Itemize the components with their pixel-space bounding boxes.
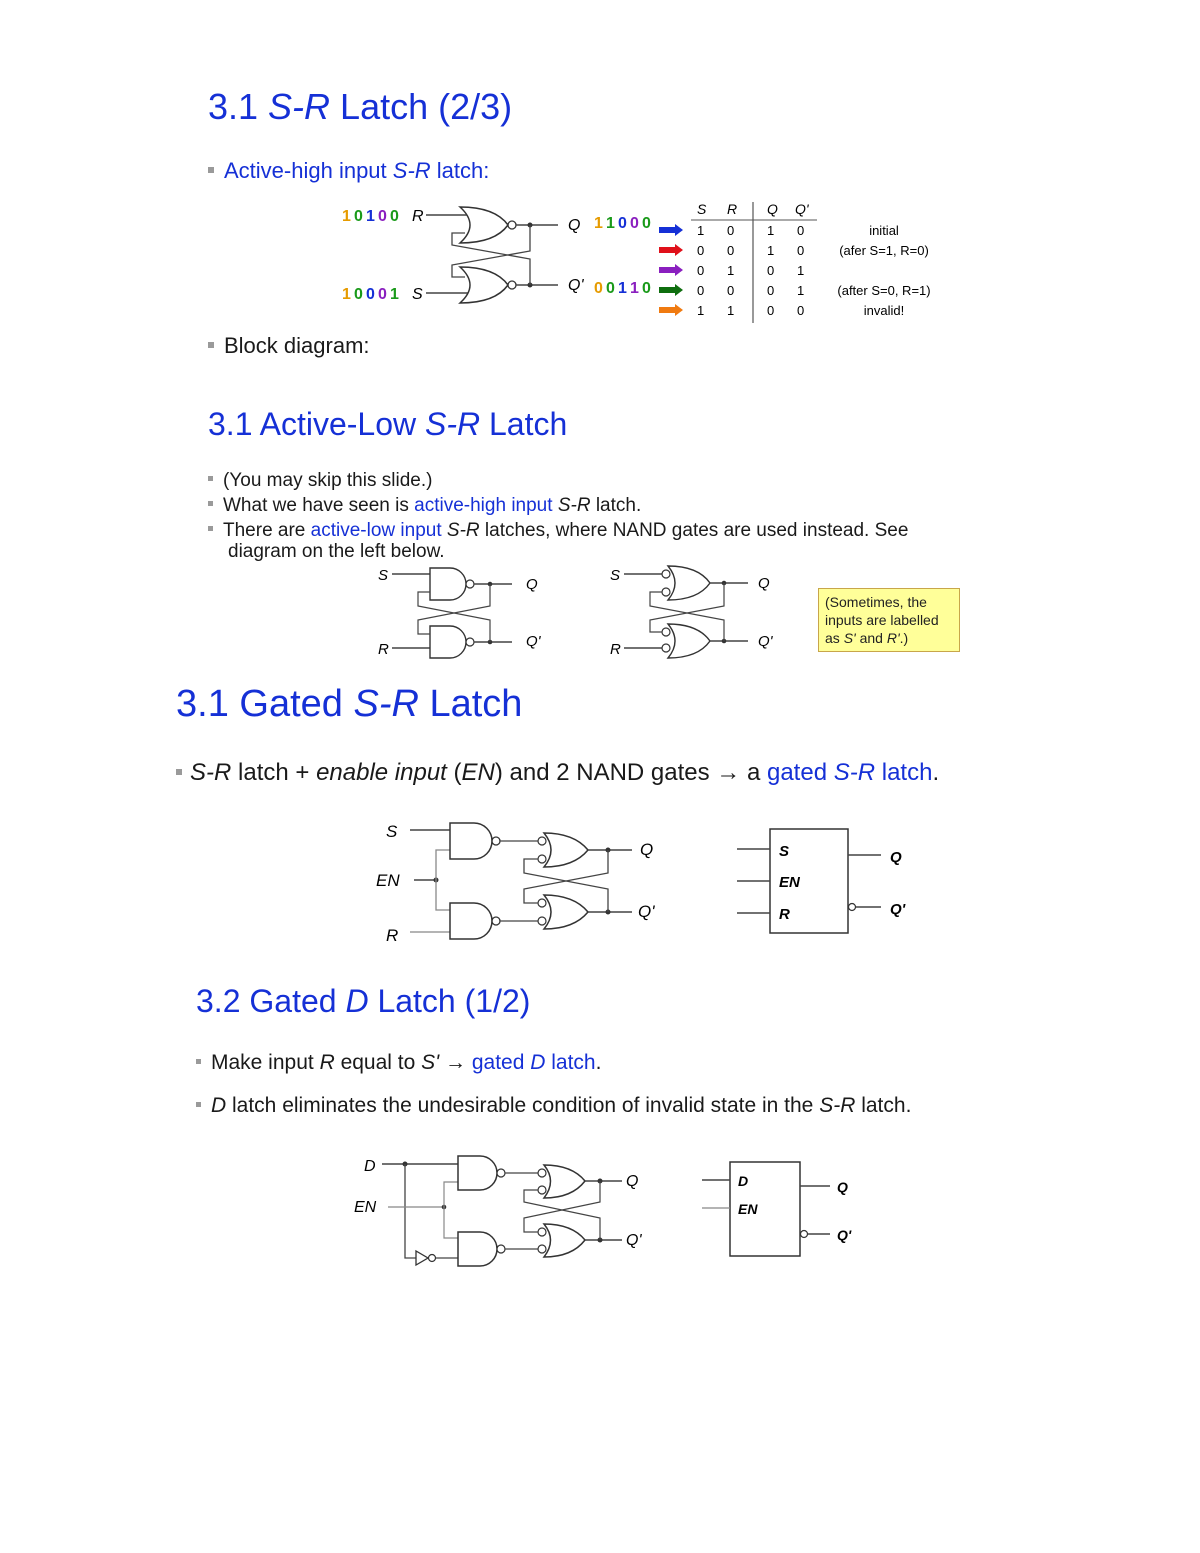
inverter-bubble [662,644,670,652]
inverter-bubble [492,917,500,925]
header-s: S [697,201,707,217]
inverter-bubble [538,1169,546,1177]
label-q-prime: Q' [626,1232,642,1249]
label-s: S [610,567,621,584]
nand-gate-r [450,903,492,939]
bullet-square-icon [208,342,214,348]
slide2-title [208,406,567,443]
bullet-square-icon [208,526,213,531]
note-line: (Sometimes, the [825,594,927,610]
table-cell-qp: 0 [797,223,805,238]
text: latch eliminates the undesirable condition of invalid state in the [226,1094,820,1117]
text: . [932,759,940,786]
bullet-square-icon [208,476,213,481]
wire [405,1164,416,1258]
header-r: R [727,201,738,217]
pin-q: Q [890,849,902,866]
bit: 1 [606,215,615,232]
text: S-R [425,406,481,442]
table-cell-s: 0 [697,283,705,298]
label-r: R [386,926,399,945]
table-cell-note: initial [869,223,899,238]
header-q-prime: Q' [795,201,809,217]
wire [444,1182,458,1238]
text: ( [446,759,462,786]
inverter-bubble [801,1231,808,1238]
bit: 1 [342,286,351,303]
table-cell-r: 0 [727,283,735,298]
row-arrow-icon [659,244,683,256]
text: latch: [430,158,490,183]
text: S-R [833,759,876,786]
label-q: Q [568,217,581,234]
label-en: EN [354,1199,377,1216]
text: D [211,1094,227,1117]
text: R' [886,630,900,646]
label-q-prime: Q' [638,902,655,921]
nand-gate-dbar [458,1232,497,1266]
arrow-icon: → [716,759,741,786]
inverter-bubble [538,837,546,845]
table-cell-qp: 1 [797,283,805,298]
inverter-bubble [429,1255,436,1262]
bit: 0 [606,280,615,297]
bit: 0 [354,208,363,225]
table-cell-note: invalid! [863,303,905,318]
or-gate-top [544,833,588,867]
or-gate-top [544,1165,585,1198]
table-cell-r: 0 [727,243,735,258]
pin-s: S [779,843,790,860]
text: gated [471,1051,531,1074]
inverter-bubble [538,917,546,925]
slide2-bullet-1 [208,468,908,493]
label-q: Q [526,576,538,593]
inverter-bubble [662,588,670,596]
bit: 0 [366,286,375,303]
bubbled-or-latch-diagram [600,562,785,662]
text: ) and 2 NAND gates [494,759,717,786]
note-box [818,588,960,652]
pin-q: Q [837,1179,848,1195]
table-cell-q: 0 [767,263,775,278]
row-arrow-icon [659,304,683,316]
or-gate-bottom [544,895,588,929]
table-rows [659,223,931,318]
text: S' [843,630,856,646]
text: a [740,759,767,786]
label-s: S [378,567,389,584]
title-italic: S-R [268,86,331,127]
text: latch [545,1051,596,1074]
row-arrow-icon [659,224,683,236]
table-cell-qp: 0 [797,243,805,258]
bit: 1 [618,280,627,297]
inverter-bubble [662,570,670,578]
text: latch + [231,759,317,786]
label-q-prime: Q' [526,633,541,650]
title-prefix: 3.1 [208,86,269,127]
table-cell-s: 0 [697,263,705,278]
text: latch. [590,495,642,516]
bit: 0 [630,215,639,232]
note-line [825,629,953,647]
table-cell-r: 1 [727,263,735,278]
bit: 1 [366,208,375,225]
bit: 0 [378,286,387,303]
text: Latch [480,406,568,442]
slide2-bullet-2 [208,493,908,518]
text: There are [223,520,311,541]
inverter-bubble [508,281,516,289]
slide4-title [196,983,530,1020]
nand-gate-d [458,1156,497,1190]
table-row [659,303,904,318]
text: .) [899,630,909,646]
label-q: Q [758,575,770,592]
label-s: S [386,822,398,841]
bullet-square-icon [196,1102,201,1107]
nand-gate-top [430,568,466,600]
inverter-bubble [508,221,516,229]
slide4-bullet-1 [196,1051,601,1075]
table-cell-qp: 1 [797,263,805,278]
bit: 0 [642,280,651,297]
inverter-bubble [849,904,856,911]
text: active-high input [414,495,558,516]
label-s: S [412,286,423,303]
table-cell-note: (afer S=1, R=0) [839,243,929,258]
text: Active-high input [224,158,393,183]
or-gate-top [668,566,710,600]
bit: 0 [642,215,651,232]
bit: 1 [630,280,639,297]
inverter-bubble [466,638,474,646]
label-q-prime: Q' [758,633,773,650]
header-q: Q [767,201,778,217]
slide4-bullet-2 [196,1094,911,1118]
pin-r: R [779,906,790,923]
text: and [855,630,887,646]
slide3-bullet-1 [176,759,939,787]
inverter-bubble [538,855,546,863]
table-cell-s: 1 [697,303,705,318]
inverter-bubble [492,837,500,845]
gated-sr-latch-diagram [370,815,670,950]
text: D [345,983,369,1019]
text: R [319,1051,335,1074]
nor-gate-top [460,207,508,243]
pin-q-prime: Q' [837,1227,852,1243]
q-bit-string [594,215,651,232]
q-prime-bit-string [594,280,651,297]
bit: 0 [390,208,399,225]
bit: 1 [390,286,399,303]
text: What we have seen is [223,495,415,516]
text: EN [461,759,495,786]
label-r: R [610,641,621,658]
nand-sr-latch-diagram [372,562,557,662]
slide2-bullet-3 [208,518,908,543]
sr-truth-table [655,198,955,323]
inverter-bubble [466,580,474,588]
inverter-bubble [538,1245,546,1253]
text: latches, where NAND gates are used instead. See [479,520,909,541]
gated-sr-block-diagram [735,825,920,940]
bullet-square-icon [176,769,182,775]
table-cell-q: 0 [767,303,775,318]
text: 3.1 Active-Low [208,406,425,442]
slide2-bullets [208,468,908,561]
pin-d: D [738,1173,749,1189]
table-cell-q: 1 [767,223,775,238]
table-row [659,243,929,258]
bit: 0 [594,280,603,297]
pin-q-prime: Q' [890,901,906,918]
slide3-title [176,683,522,726]
label-d: D [364,1158,376,1175]
slide1-bullet-2 [208,333,370,359]
inverter-bubble [538,1186,546,1194]
table-cell-s: 0 [697,243,705,258]
text: S-R [353,683,419,725]
or-gate-bottom [544,1224,585,1257]
table-cell-s: 1 [697,223,705,238]
table-row [659,223,899,238]
inverter-bubble [538,899,546,907]
table-cell-qp: 0 [797,303,805,318]
label-q: Q [640,840,654,859]
text: D [530,1051,546,1074]
nor-gate-bottom [460,267,508,303]
bit: 0 [378,208,387,225]
text: equal to [334,1051,422,1074]
text: Latch (1/2) [368,983,531,1019]
nor-sr-latch-diagram [330,195,660,315]
bullet-square-icon [196,1059,201,1064]
row-arrow-icon [659,264,683,276]
arrow-icon: → [439,1051,472,1074]
slide1-title [208,86,512,128]
nand-gate-bottom [430,626,466,658]
text: enable input [316,759,447,786]
text: S-R [190,759,232,786]
table-row [659,283,931,298]
table-cell-note: (after S=0, R=1) [837,283,931,298]
text: Block diagram: [224,333,370,358]
text: active-low input [310,520,447,541]
text: Make input [211,1051,320,1074]
gated-d-block-diagram [700,1158,870,1263]
inverter-gate [416,1251,428,1265]
s-bit-string [342,286,399,303]
bit: 0 [618,215,627,232]
pin-en: EN [779,874,800,891]
text: S-R [446,520,480,541]
label-en: EN [376,871,400,890]
text: as [825,630,844,646]
table-cell-q: 0 [767,283,775,298]
text: (You may skip this slide.) [223,470,433,491]
title-suffix: Latch (2/3) [330,86,513,127]
text: . [595,1051,602,1074]
note-line: inputs are labelled [825,612,939,628]
gated-d-latch-diagram [350,1150,650,1275]
bit: 1 [594,215,603,232]
inverter-bubble [538,1228,546,1236]
inverter-bubble [497,1169,505,1177]
text: S-R [819,1094,856,1117]
text: 3.2 Gated [196,983,346,1019]
text: latch. [855,1094,912,1117]
slide2-bullet-3-cont: diagram on the left below. [228,541,445,562]
label-q: Q [626,1173,639,1190]
label-q-prime: Q' [568,277,584,294]
bullet-square-icon [208,501,213,506]
table-cell-r: 1 [727,303,735,318]
text: S' [421,1051,440,1074]
text: gated [766,759,834,786]
bit: 0 [354,286,363,303]
or-gate-bottom [668,624,710,658]
table-cell-r: 0 [727,223,735,238]
r-bit-string [342,208,399,225]
label-r: R [378,641,389,658]
text: latch [875,759,933,786]
slide1-bullet-1 [208,158,489,184]
table-row [659,263,804,278]
row-arrow-icon [659,284,683,296]
text: 3.1 Gated [176,683,354,725]
text: Latch [418,683,523,725]
table-cell-q: 1 [767,243,775,258]
text: S-R [392,158,431,183]
bullet-square-icon [208,167,214,173]
inverter-bubble [497,1245,505,1253]
pin-en: EN [738,1201,758,1217]
label-r: R [412,208,424,225]
text: S-R [557,495,591,516]
nand-gate-s [450,823,492,859]
bit: 1 [342,208,351,225]
inverter-bubble [662,628,670,636]
